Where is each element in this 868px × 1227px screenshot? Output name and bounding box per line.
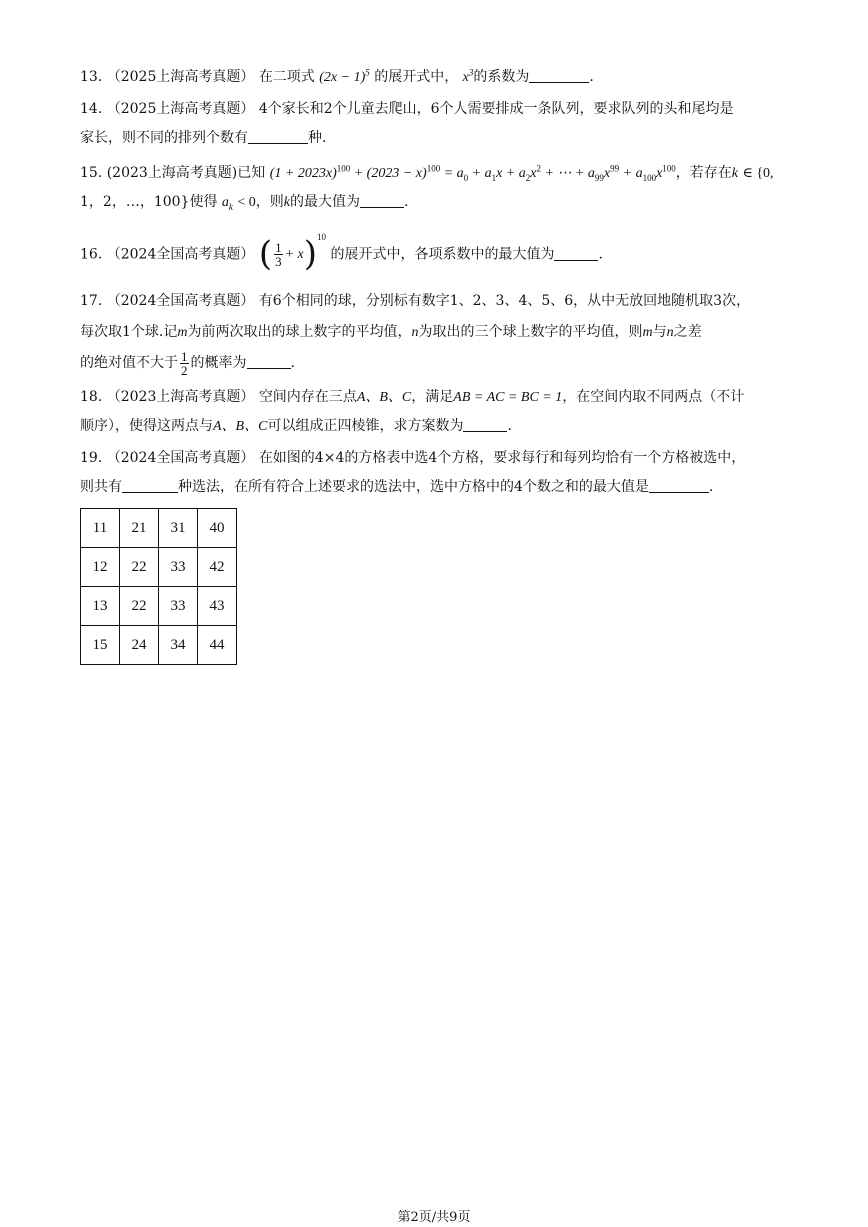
question-text: 与	[652, 324, 667, 340]
question-text: 顺序），使得这两点与	[80, 418, 213, 434]
question-14: 14. （2025上海高考真题） 4个家长和2个儿童去爬山，6个人需要排成一条队列，要求队列的头和尾均是 家长，则不同的排列个数有 种.	[80, 101, 734, 146]
number-grid-table	[80, 508, 237, 665]
question-15: 15. (2023上海高考真题)已知 $(1 + 2023x)^{100} + (2023 - x)^{100} = a_0 + a_1x + a_2x^2$ + ⋯ + $a_{99}x^{99} + a_{100}x^{100}$，若存在k ∈ {0, 1，2，…，100}使得 $a_k < 0$，则k的最大值为 .	[80, 163, 774, 212]
table-cell: 43	[198, 587, 237, 626]
condition-text: < 0	[237, 195, 256, 210]
question-text: 种选法，在所有符合上述要求的选法中，选中方格中的4个数之和的最大值是	[178, 479, 649, 495]
question-text: 为前两次取出的球上数字的平均值，	[187, 324, 412, 340]
table-cell: 34	[159, 626, 198, 665]
question-text: 的最大值为	[289, 194, 360, 210]
question-source: （2023上海高考真题）	[106, 389, 255, 405]
table-cell: 24	[120, 626, 159, 665]
question-text: 的概率为	[190, 355, 247, 371]
question-text: 1，2，…，100}使得	[80, 194, 218, 210]
question-text: 空间内存在三点	[258, 389, 357, 405]
question-text: 有6个相同的球，分别标有数字1、2、3、4、5、6，从中无放回地随机取3次，	[258, 293, 751, 309]
question-text: 为取出的三个球上数字的平均值，则	[418, 324, 643, 340]
distance-equation: AB = AC = BC = 1	[453, 390, 563, 405]
variable-m: m	[177, 325, 188, 340]
fraction-one-half: $\frac{1}{2}$	[181, 348, 188, 378]
question-source: （2025上海高考真题）	[106, 101, 255, 117]
answer-blank[interactable]	[248, 129, 308, 144]
table-cell: 33	[159, 587, 198, 626]
points-abc: A、B、C	[356, 390, 412, 405]
answer-blank[interactable]	[554, 246, 598, 261]
question-text: 可以组成正四棱锥，求方案数为	[267, 418, 464, 434]
variable-k: k	[731, 166, 738, 181]
question-text: 在如图的4×4的方格表中选4个方格，要求每行和每列均恰有一个方格被选中，	[258, 450, 746, 466]
answer-blank[interactable]	[649, 478, 709, 493]
question-number: 14.	[80, 101, 103, 117]
answer-blank[interactable]	[247, 354, 291, 369]
table-cell: 31	[159, 509, 198, 548]
answer-blank[interactable]	[122, 478, 178, 493]
table-cell: 33	[159, 548, 198, 587]
question-number: 16.	[80, 246, 103, 263]
question-text: ，若存在	[675, 165, 732, 181]
question-text: 家长，则不同的排列个数有	[80, 130, 248, 146]
table-cell: 42	[198, 548, 237, 587]
question-text: 的展开式中，各项系数中的最大值为	[330, 246, 555, 263]
question-number: 17.	[80, 293, 103, 309]
table-row	[81, 548, 237, 587]
question-text: 则共有	[80, 479, 122, 495]
question-number: 15.	[80, 165, 103, 181]
variable-k: k	[283, 195, 290, 210]
question-source: （2024全国高考真题）	[106, 293, 255, 309]
table-cell: 22	[120, 548, 159, 587]
question-source: （2025上海高考真题）	[106, 69, 255, 85]
question-16: 16. （2024全国高考真题） ( $\frac{1}{3}$ + x)$^{10}$ 的展开式中，各项系数中的最大值为 .	[80, 232, 603, 274]
binomial-expression: $(2x - 1)^5$	[319, 67, 370, 85]
question-text: 在二项式	[258, 69, 315, 85]
set-notation: ∈ {0,	[742, 166, 774, 181]
table-row	[81, 626, 237, 665]
question-text: 的绝对值不大于	[80, 355, 178, 371]
question-19: 19. （2024全国高考真题） 在如图的4×4的方格表中选4个方格，要求每行和每列均恰有一个方格被选中， 则共有 种选法，在所有符合上述要求的选法中，选中方格中的4个数之和的最大值是 .	[80, 450, 746, 495]
variable-n: n	[666, 325, 674, 340]
question-text: 的系数为	[473, 69, 530, 85]
term-expression: $x^3$	[462, 67, 474, 85]
question-text: 的展开式中，	[374, 69, 459, 85]
variable-n: n	[411, 325, 419, 340]
question-text: ，在空间内取不同两点（不计	[562, 389, 745, 405]
question-number: 18.	[80, 389, 103, 405]
question-17: 17. （2024全国高考真题） 有6个相同的球，分别标有数字1、2、3、4、5、6，从中无放回地随机取3次， 每次取1个球.记m为前两次取出的球上数字的平均值，n为取出的三个球上数字的平均值，则m与n之差 的绝对值不大于 $\frac{1}{2}$ 的概率为 .	[80, 293, 751, 378]
answer-blank[interactable]	[360, 193, 404, 208]
question-text: 每次取1个球.记	[80, 324, 178, 340]
answer-blank[interactable]	[529, 68, 589, 83]
question-text: 已知	[237, 165, 266, 181]
table-row	[81, 509, 237, 548]
points-abc: A、B、C	[213, 419, 268, 434]
table-cell: 12	[81, 548, 120, 587]
variable-m: m	[642, 325, 653, 340]
question-13: 13. （2025上海高考真题） 在二项式 $(2x - 1)^5$ 的展开式中， $x^3$的系数为 .	[80, 67, 594, 85]
question-source: （2024全国高考真题）	[106, 246, 255, 263]
table-cell: 21	[120, 509, 159, 548]
question-number: 19.	[80, 450, 103, 466]
table-cell: 11	[81, 509, 120, 548]
answer-blank[interactable]	[463, 417, 507, 432]
table-cell: 15	[81, 626, 120, 665]
table-cell: 44	[198, 626, 237, 665]
question-source: (2023上海高考真题)	[106, 165, 238, 181]
question-18: 18. （2023上海高考真题） 空间内存在三点A、B、C，满足AB = AC = BC = 1，在空间内取不同两点（不计 顺序），使得这两点与A、B、C可以组成正四棱锥，求方案数为 .	[80, 389, 745, 434]
table-cell: 40	[198, 509, 237, 548]
table-cell: 22	[120, 587, 159, 626]
binomial-expression: ( $\frac{1}{3}$ + x)$^{10}$	[258, 232, 327, 274]
coefficient-condition: $a_k$	[221, 195, 233, 212]
question-source: （2024全国高考真题）	[106, 450, 255, 466]
question-number: 13.	[80, 69, 103, 85]
question-text: 之差	[673, 324, 702, 340]
question-text: ，则	[255, 194, 284, 210]
table-cell: 13	[81, 587, 120, 626]
polynomial-identity: $(1 + 2023x)^{100} + (2023 - x)^{100} = a_0 + a_1x + a_2x^2$ + ⋯ + $a_{99}x^{99} + a_{100}x^{100}$	[269, 163, 676, 183]
page-footer: 第2页/共9页	[397, 1210, 471, 1225]
question-text: ，满足	[411, 389, 454, 405]
table-row	[81, 587, 237, 626]
question-text: 4个家长和2个儿童去爬山，6个人需要排成一条队列，要求队列的头和尾均是	[258, 101, 734, 117]
